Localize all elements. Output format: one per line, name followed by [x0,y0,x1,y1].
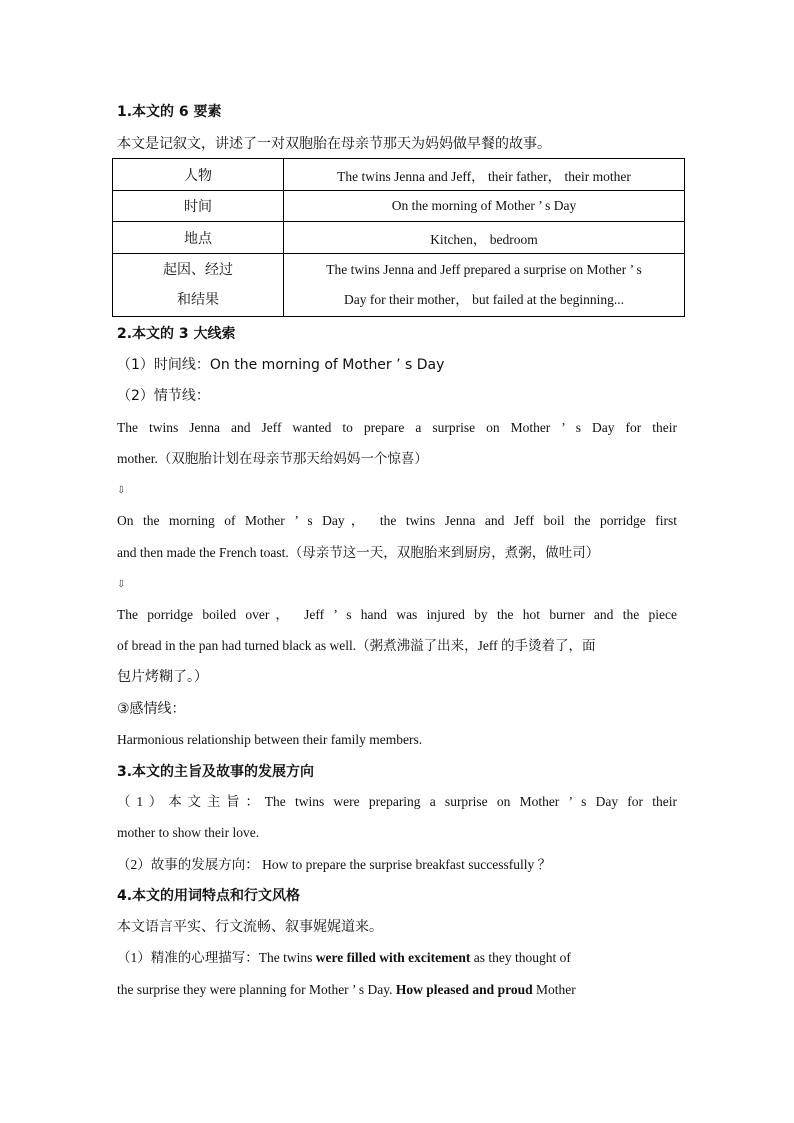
timeline-line: （1）时间线：On the morning of Mother ’ s Day [117,357,445,373]
table-value-line: Day for their mother， but failed at the beginning... [343,292,625,307]
style-para-a-bold: were filled with excitement [315,950,471,965]
style-para-a [117,948,677,968]
emotion-line-label: ③感情线： [117,701,186,717]
style-para-a-post: as they thought of [470,950,571,965]
plot-para-1b: mother.（双胞胎计划在母亲节那天给妈妈一个惊喜） [117,451,428,466]
table-value: Kitchen， bedroom [284,222,685,254]
plot-para-3b: of bread in the pan had turned black as well.（粥煮沸溢了出来，Jeff 的手烫着了，面 [117,638,596,653]
plot-para-3a: The porridge boiled over， Jeff ’ s hand was injured by the hot burner and the piece [117,607,677,622]
table-key: 时间 [113,191,284,222]
table-value [284,254,685,317]
table-key: 人物 [113,159,284,191]
section-3-title: 3.本文的主旨及故事的发展方向 [117,764,315,780]
plot-line-label: （2）情节线： [117,388,210,404]
section-1-intro: 本文是记叙文，讲述了一对双胞胎在母亲节那天为妈妈做早餐的故事。 [117,136,551,152]
table-value: On the morning of Mother ’ s Day [284,191,685,222]
table-value: The twins Jenna and Jeff， their father， their mother [284,159,685,191]
theme-para-a: （1）本文主旨：The twins were preparing a surprise on Mother ’ s Day for their [117,794,677,809]
table-value-line: The twins Jenna and Jeff prepared a surprise on Mother ’ s [326,262,642,277]
table-key: 地点 [113,222,284,254]
section-4-title: 4.本文的用词特点和行文风格 [117,888,301,904]
style-para-b-bold: How pleased and proud [395,982,533,997]
plot-para-3c: 包片烤糊了。） [117,669,208,685]
table-row [113,254,685,317]
plot-para-2a: On the morning of Mother ’ s Day， the twins Jenna and Jeff boil the porridge first [117,513,677,528]
section-4-intro: 本文语言平实、行文流畅、叙事娓娓道来。 [117,919,383,935]
section-1-title: 1.本文的 6 要素 [117,104,222,120]
plot-para-1a: The twins Jenna and Jeff wanted to prepare a surprise on Mother ’ s Day for their [117,420,677,435]
emotion-line-text: Harmonious relationship between their family members. [117,732,423,747]
table-key [113,254,284,317]
style-para-a-pre: （1）精准的心理描写：The twins [117,950,316,965]
table-row [113,191,685,222]
section-2-title: 2.本文的 3 大线索 [117,326,236,342]
plot-para-2b: and then made the French toast.（母亲节这一天，双胞胎来到厨房，煮粥，做吐司） [117,545,600,560]
style-para-b [117,980,677,1000]
development-line: （2）故事的发展方向： How to prepare the surprise breakfast successfully ？ [117,857,552,872]
table-key-line: 起因、经过 [163,262,233,278]
table-key-line: 和结果 [177,292,219,308]
table-row [113,222,685,254]
down-arrow-icon: ⇩ [117,485,126,496]
theme-para-b: mother to show their love. [117,825,260,840]
down-arrow-icon: ⇩ [117,579,126,590]
table-row [113,159,685,191]
style-para-b-post: Mother [532,982,576,997]
elements-table [112,158,685,317]
style-para-b-pre: the surprise they were planning for Mother ’ s Day. [117,982,396,997]
